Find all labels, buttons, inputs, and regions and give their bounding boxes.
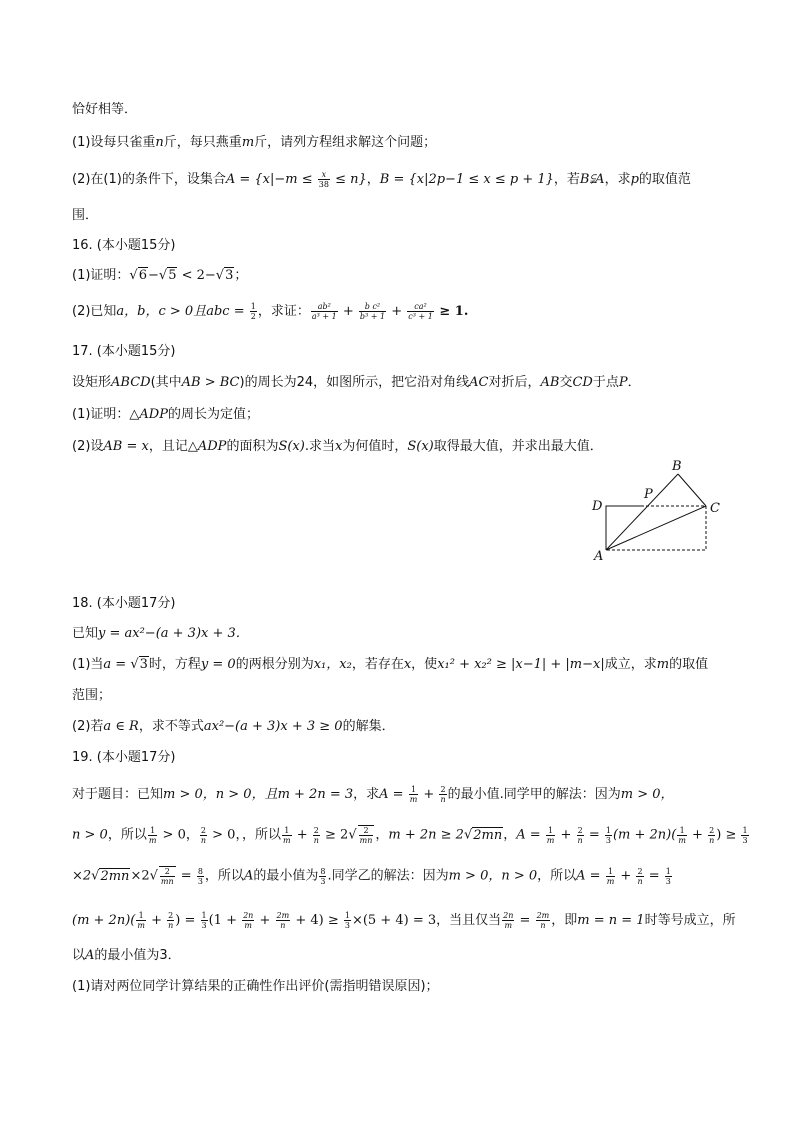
text-line: (1)证明：△ADP的周长为定值； xyxy=(72,407,259,422)
text-line: n > 0，所以 $\frac{1}{m}$ > 0， $\frac{2}{n}$ > 0，，所以 $\frac{1}{m}$ + $\frac{2}{n}$ ≥ 2√ $\frac{2}{mn}$ ，m + 2n ≥ 2√2mn，A = $\frac{1}{m}$ + $\frac{2}{n}$ = $\frac{1}{3}$ (m + 2n)( $\frac{1}{m}$ + $\frac{2}{n}$ ) ≥ $\frac{1}{3}$ xyxy=(72,825,748,845)
label-A: A xyxy=(594,549,604,564)
text-line: (1)设每只雀重n斤，每只燕重m斤，请列方程组求解这个问题； xyxy=(72,135,437,150)
question-19-heading: 19. (本小题17分) xyxy=(72,750,176,765)
text-line: 恰好相等． xyxy=(72,102,138,117)
text-line: (1)请对两位同学计算结果的正确性作出评价(需指明错误原因)； xyxy=(72,979,439,994)
text-line: 设矩形ABCD(其中AB > BC)的周长为24，如图所示，把它沿对角线AC对折后，AB交CD于点P． xyxy=(72,375,641,390)
label-C: C xyxy=(710,501,720,516)
question-16-heading: 16. (本小题15分) xyxy=(72,238,176,253)
text-line: ×2√2mn×2√ $\frac{2}{mn}$ = $\frac{8}{3}$ ，所以A的最小值为 $\frac{8}{3}$ .同学乙的解法：因为m > 0，n > 0，所以A = $\frac{1}{m}$ + $\frac{2}{n}$ = $\frac{1}{3}$ xyxy=(72,866,671,886)
label-D: D xyxy=(592,499,603,514)
text-line: (2)若a ∈ R，求不等式ax²−(a + 3)x + 3 ≥ 0的解集． xyxy=(72,719,395,734)
text-line: (1)当a = √3时，方程y = 0的两根分别为x₁，x₂，若存在x，使x₁² + x₂² ≥ |x−1| + |m−x|成立，求m的取值 xyxy=(72,657,709,672)
text-line: 对于题目：已知m > 0，n > 0，且m + 2n = 3，求A = $\frac{1}{m}$ + $\frac{2}{n}$ 的最小值.同学甲的解法：因为m > 0， xyxy=(72,785,674,804)
text-line: 范围； xyxy=(72,688,112,703)
text-line: (2)在(1)的条件下，设集合A = {x|−m ≤ $\frac{x}{38}$ ≤ n}，B = {x|2p−1 ≤ x ≤ p + 1}，若B⫋A，求p的取值范 xyxy=(72,170,691,189)
folded-rectangle-figure xyxy=(586,454,726,566)
text-line: 以A的最小值为3． xyxy=(72,948,181,963)
text-line: (m + 2n)( $\frac{1}{m}$ + $\frac{2}{n}$ ) = $\frac{1}{3}$ (1 + $\frac{2n}{m}$ + $\frac{2m}{n}$ + 4) ≥ $\frac{1}{3}$ ×(5 + 4) = 3，当且仅当 $\frac{2n}{m}$ = $\frac{2m}{n}$ ，即m = n = 1时等号成立，所 xyxy=(72,911,736,930)
text-line: (1)证明：√6−√5 < 2−√3； xyxy=(72,268,248,283)
segment-AB xyxy=(606,474,678,550)
label-P: P xyxy=(644,487,653,502)
text-line: (2)设AB = x，且记△ADP的面积为S(x).求当x为何值时，S(x)取得最大值，并求出最大值． xyxy=(72,439,603,454)
segment-BC xyxy=(678,474,706,506)
diagonal-AC xyxy=(606,506,706,550)
text-line: (2)已知a，b，c > 0且abc = $\frac{1}{2}$ ，求证： $\frac{\text{ab²}}{\text{a³ + 1}}$ + $\frac{\text{b c²}}{\text{b³ + 1}}$ + $\frac{\text{ca²}}{\text{c³ + 1}}$ ≥ 1. xyxy=(72,302,469,321)
text-line: 围． xyxy=(72,208,99,223)
text-line: 已知y = ax²−(a + 3)x + 3． xyxy=(72,626,249,641)
label-B: B xyxy=(672,459,682,474)
question-17-heading: 17. (本小题15分) xyxy=(72,344,176,359)
question-18-heading: 18. (本小题17分) xyxy=(72,596,176,611)
